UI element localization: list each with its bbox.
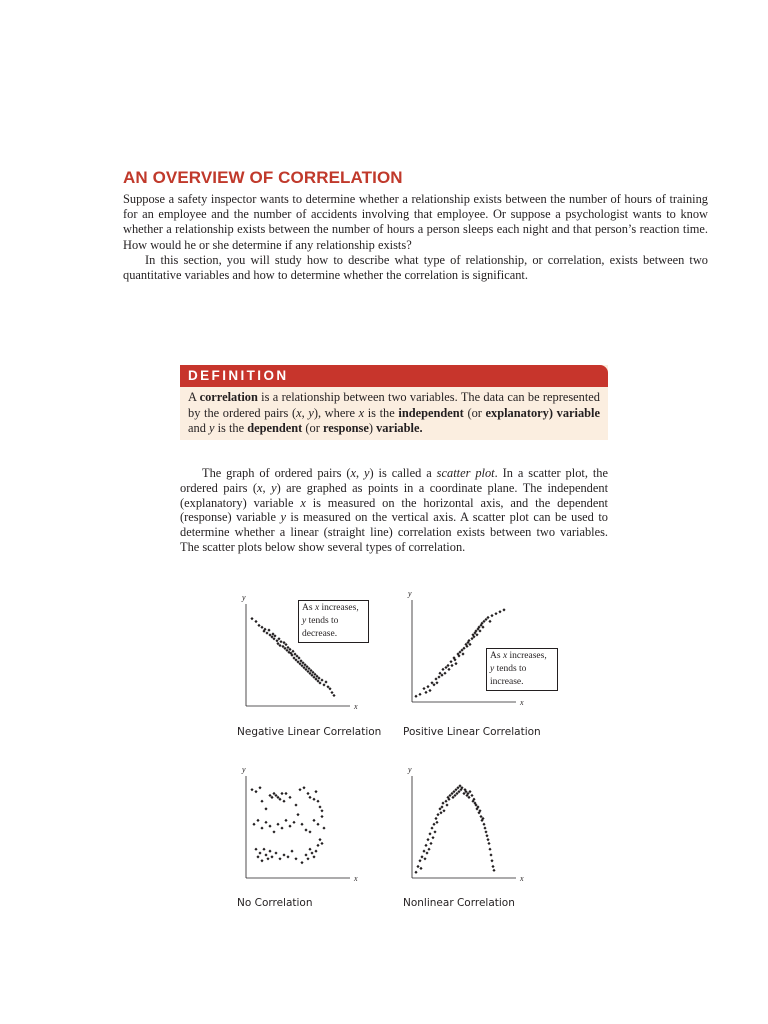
data-point xyxy=(278,644,281,647)
data-point xyxy=(288,825,291,828)
data-point xyxy=(445,803,448,806)
negative-caption: Negative Linear Correlation xyxy=(237,726,382,738)
data-point xyxy=(270,855,273,858)
data-point xyxy=(318,805,321,808)
data-point xyxy=(430,826,433,829)
data-point xyxy=(302,666,305,669)
data-point xyxy=(273,634,276,637)
data-point xyxy=(491,865,494,868)
data-point xyxy=(260,859,263,862)
data-point xyxy=(426,838,429,841)
data-point xyxy=(482,823,485,826)
x-axis-label: x xyxy=(354,702,358,711)
y-axis-label: y xyxy=(408,592,412,598)
data-point xyxy=(307,667,310,670)
data-point xyxy=(276,796,279,799)
data-point xyxy=(458,784,461,787)
data-point xyxy=(298,788,301,791)
data-point xyxy=(286,855,289,858)
data-point xyxy=(258,851,261,854)
data-point xyxy=(428,832,431,835)
scatter-plot-nonlinear xyxy=(402,768,526,886)
data-point xyxy=(462,647,465,650)
definition-header: DEFINITION xyxy=(180,365,608,387)
data-point xyxy=(425,851,428,854)
data-point xyxy=(262,848,265,851)
data-point xyxy=(301,661,304,664)
data-point xyxy=(484,830,487,833)
data-point xyxy=(426,685,429,688)
data-point xyxy=(488,848,491,851)
data-point xyxy=(264,821,267,824)
scatter-plot-explanation: The graph of ordered pairs (x, y) is called a scatter plot. In a scatter plot, the ordered pairs (x, y) are graphed as points in a coordinate plane. The independent (explanatory) variable x is measured on the horizontal axis, and the dependent (response) variable y is measured on the vertical axis. A scatter plot can be used to determine whether a linear (straight line) correlation exists between two variables. The scatter plots below show several types of correlation. xyxy=(180,466,609,554)
data-point xyxy=(489,853,492,856)
data-point xyxy=(494,612,497,615)
data-point xyxy=(435,821,438,824)
data-point xyxy=(330,691,333,694)
positive-annotation: As x increases, y tends to increase. xyxy=(486,648,558,691)
data-point xyxy=(441,668,444,671)
data-point xyxy=(313,673,316,676)
data-point xyxy=(468,643,471,646)
data-point xyxy=(470,794,473,797)
data-point xyxy=(264,807,267,810)
data-point xyxy=(453,794,456,797)
data-point xyxy=(428,689,431,692)
data-point xyxy=(254,790,257,793)
data-point xyxy=(414,871,417,874)
data-point xyxy=(297,656,300,659)
data-point xyxy=(306,857,309,860)
data-point xyxy=(462,792,465,795)
data-point xyxy=(280,826,283,829)
data-point xyxy=(485,834,488,837)
data-point xyxy=(288,796,291,799)
data-point xyxy=(282,800,285,803)
data-point xyxy=(283,647,286,650)
none-caption: No Correlation xyxy=(237,897,313,909)
data-point xyxy=(250,617,253,620)
data-point xyxy=(268,850,271,853)
data-point xyxy=(447,668,450,671)
intro-paragraph: Suppose a safety inspector wants to determine whether a relationship exists between the number of hours of training for an employee and the number of accidents involving that employee. Or suppose a psychologist wants to know whether a relationship exists between the number of hours a person sleeps each night and that person’s reaction time. How would he or she determine if any relationship exists? xyxy=(123,192,708,252)
section-heading: AN OVERVIEW OF CORRELATION xyxy=(123,168,403,187)
data-point xyxy=(316,823,319,826)
data-point xyxy=(306,670,309,673)
data-point xyxy=(318,838,321,841)
data-point xyxy=(316,800,319,803)
data-point xyxy=(416,865,419,868)
data-point xyxy=(296,813,299,816)
data-point xyxy=(457,790,460,793)
data-point xyxy=(448,794,451,797)
definition-text: A correlation is a relationship between two variables. The data can be represented by the ordered pairs (x, y), where x is the independent (or explanatory) variable and y is the dependent (or response) variable. xyxy=(188,390,600,435)
data-point xyxy=(322,826,325,829)
x-axis-label: x xyxy=(354,874,358,883)
data-point xyxy=(434,677,437,680)
data-point xyxy=(322,683,325,686)
data-point xyxy=(486,838,489,841)
data-point xyxy=(300,823,303,826)
data-point xyxy=(414,695,417,698)
data-point xyxy=(304,668,307,671)
data-point xyxy=(295,654,298,657)
data-point xyxy=(482,620,485,623)
data-point xyxy=(305,665,308,668)
data-point xyxy=(490,614,493,617)
data-point xyxy=(424,844,427,847)
data-point xyxy=(326,685,329,688)
data-point xyxy=(484,618,487,621)
data-point xyxy=(281,645,284,648)
data-point xyxy=(332,694,335,697)
data-point xyxy=(296,660,299,663)
data-point xyxy=(460,649,463,652)
data-point xyxy=(454,662,457,665)
data-point xyxy=(420,855,423,858)
data-point xyxy=(423,857,426,860)
data-point xyxy=(306,792,309,795)
data-point xyxy=(265,631,268,634)
data-point xyxy=(481,626,484,629)
data-point xyxy=(437,675,440,678)
data-point xyxy=(290,850,293,853)
data-point xyxy=(320,809,323,812)
data-point xyxy=(298,662,301,665)
data-point xyxy=(266,857,269,860)
data-point xyxy=(441,802,444,805)
data-point xyxy=(264,853,267,856)
data-point xyxy=(302,786,305,789)
data-point xyxy=(442,809,445,812)
data-point xyxy=(278,857,281,860)
data-point xyxy=(291,650,294,653)
definition-box xyxy=(180,365,608,440)
data-point xyxy=(320,678,323,681)
y-axis-label: y xyxy=(408,768,412,774)
data-point xyxy=(282,853,285,856)
data-point xyxy=(488,620,491,623)
data-point xyxy=(418,859,421,862)
data-point xyxy=(310,674,313,677)
data-point xyxy=(422,850,425,853)
data-point xyxy=(456,786,459,789)
data-point xyxy=(308,848,311,851)
data-point xyxy=(294,857,297,860)
data-point xyxy=(312,798,315,801)
data-point xyxy=(284,819,287,822)
data-point xyxy=(492,869,495,872)
positive-caption: Positive Linear Correlation xyxy=(403,726,541,738)
y-axis-label: y xyxy=(242,768,246,774)
data-point xyxy=(320,815,323,818)
data-point xyxy=(498,610,501,613)
data-point xyxy=(502,608,505,611)
data-point xyxy=(475,633,478,636)
data-point xyxy=(276,823,279,826)
data-point xyxy=(256,819,259,822)
data-point xyxy=(314,850,317,853)
data-point xyxy=(278,798,281,801)
data-point xyxy=(449,660,452,663)
data-point xyxy=(479,815,482,818)
data-point xyxy=(418,693,421,696)
data-point xyxy=(288,648,291,651)
data-point xyxy=(315,675,318,678)
data-point xyxy=(304,853,307,856)
data-point xyxy=(257,624,260,627)
data-point xyxy=(304,828,307,831)
data-point xyxy=(446,664,449,667)
data-point xyxy=(432,823,435,826)
data-point xyxy=(439,811,442,814)
data-point xyxy=(324,680,327,683)
data-point xyxy=(254,620,257,623)
negative-annotation: As x increases, y tends to decrease. xyxy=(298,600,369,643)
data-point xyxy=(450,664,453,667)
data-point xyxy=(320,842,323,845)
data-point xyxy=(254,848,257,851)
data-point xyxy=(309,669,312,672)
data-point xyxy=(300,861,303,864)
data-point xyxy=(292,821,295,824)
data-point xyxy=(308,830,311,833)
scatter-plot-none xyxy=(236,768,360,886)
data-point xyxy=(435,681,438,684)
data-point xyxy=(461,652,464,655)
data-point xyxy=(316,679,319,682)
data-point xyxy=(272,830,275,833)
data-point xyxy=(268,825,271,828)
data-point xyxy=(317,677,320,680)
data-point xyxy=(250,788,253,791)
data-point xyxy=(429,842,432,845)
none-svg xyxy=(236,768,360,886)
data-point xyxy=(328,687,331,690)
data-point xyxy=(314,790,317,793)
x-axis-label: x xyxy=(520,874,524,883)
data-point xyxy=(293,653,296,656)
data-point xyxy=(312,676,315,679)
data-point xyxy=(455,792,458,795)
data-point xyxy=(256,855,259,858)
data-point xyxy=(272,637,275,640)
data-point xyxy=(267,629,270,632)
data-point xyxy=(274,794,277,797)
data-point xyxy=(443,672,446,675)
data-point xyxy=(271,632,274,635)
data-point xyxy=(268,633,271,636)
data-point xyxy=(282,641,285,644)
data-point xyxy=(452,790,455,793)
data-point xyxy=(294,658,297,661)
data-point xyxy=(284,643,287,646)
data-point xyxy=(277,637,280,640)
data-point xyxy=(438,807,441,810)
y-axis-label: y xyxy=(242,596,246,602)
data-point xyxy=(468,790,471,793)
data-point xyxy=(286,646,289,649)
data-point xyxy=(444,800,447,803)
data-point xyxy=(436,813,439,816)
data-point xyxy=(427,848,430,851)
data-point xyxy=(450,792,453,795)
data-point xyxy=(279,640,282,643)
data-point xyxy=(454,788,457,791)
data-point xyxy=(258,786,261,789)
data-point xyxy=(270,796,273,799)
data-point xyxy=(486,616,489,619)
data-point xyxy=(270,635,273,638)
data-point xyxy=(432,683,435,686)
data-point xyxy=(483,826,486,829)
data-point xyxy=(434,817,437,820)
data-point xyxy=(444,666,447,669)
data-point xyxy=(478,629,481,632)
data-point xyxy=(280,792,283,795)
x-axis-label: x xyxy=(520,698,524,707)
data-point xyxy=(438,672,441,675)
data-point xyxy=(274,851,277,854)
data-point xyxy=(272,792,275,795)
data-point xyxy=(260,826,263,829)
section-paragraph: In this section, you will study how to describe what type of relationship, or correlation, exists between two quantitative variables and how to determine whether the correlation is significant. xyxy=(123,253,708,283)
data-point xyxy=(285,649,288,652)
data-point xyxy=(300,664,303,667)
data-point xyxy=(299,659,302,662)
nonlinear-caption: Nonlinear Correlation xyxy=(403,897,515,909)
nonlinear-svg xyxy=(402,768,526,886)
data-point xyxy=(487,842,490,845)
data-point xyxy=(430,681,433,684)
data-point xyxy=(419,867,422,870)
data-point xyxy=(433,830,436,833)
data-point xyxy=(310,851,313,854)
data-point xyxy=(312,819,315,822)
data-point xyxy=(276,642,279,645)
data-point xyxy=(424,691,427,694)
data-point xyxy=(308,796,311,799)
data-point xyxy=(312,855,315,858)
data-point xyxy=(260,800,263,803)
data-point xyxy=(294,803,297,806)
data-point xyxy=(431,836,434,839)
data-point xyxy=(422,687,425,690)
data-point xyxy=(440,805,443,808)
data-point xyxy=(275,639,278,642)
data-point xyxy=(451,796,454,799)
data-point xyxy=(470,637,473,640)
data-point xyxy=(284,792,287,795)
data-point xyxy=(318,681,321,684)
data-point xyxy=(308,672,311,675)
data-point xyxy=(458,650,461,653)
data-point xyxy=(268,794,271,797)
data-point xyxy=(490,859,493,862)
data-point xyxy=(311,671,314,674)
data-point xyxy=(314,678,317,681)
data-point xyxy=(467,796,470,799)
data-point xyxy=(252,823,255,826)
data-point xyxy=(260,626,263,629)
data-point xyxy=(292,656,295,659)
data-point xyxy=(316,844,319,847)
data-point xyxy=(303,663,306,666)
data-point xyxy=(440,674,443,677)
